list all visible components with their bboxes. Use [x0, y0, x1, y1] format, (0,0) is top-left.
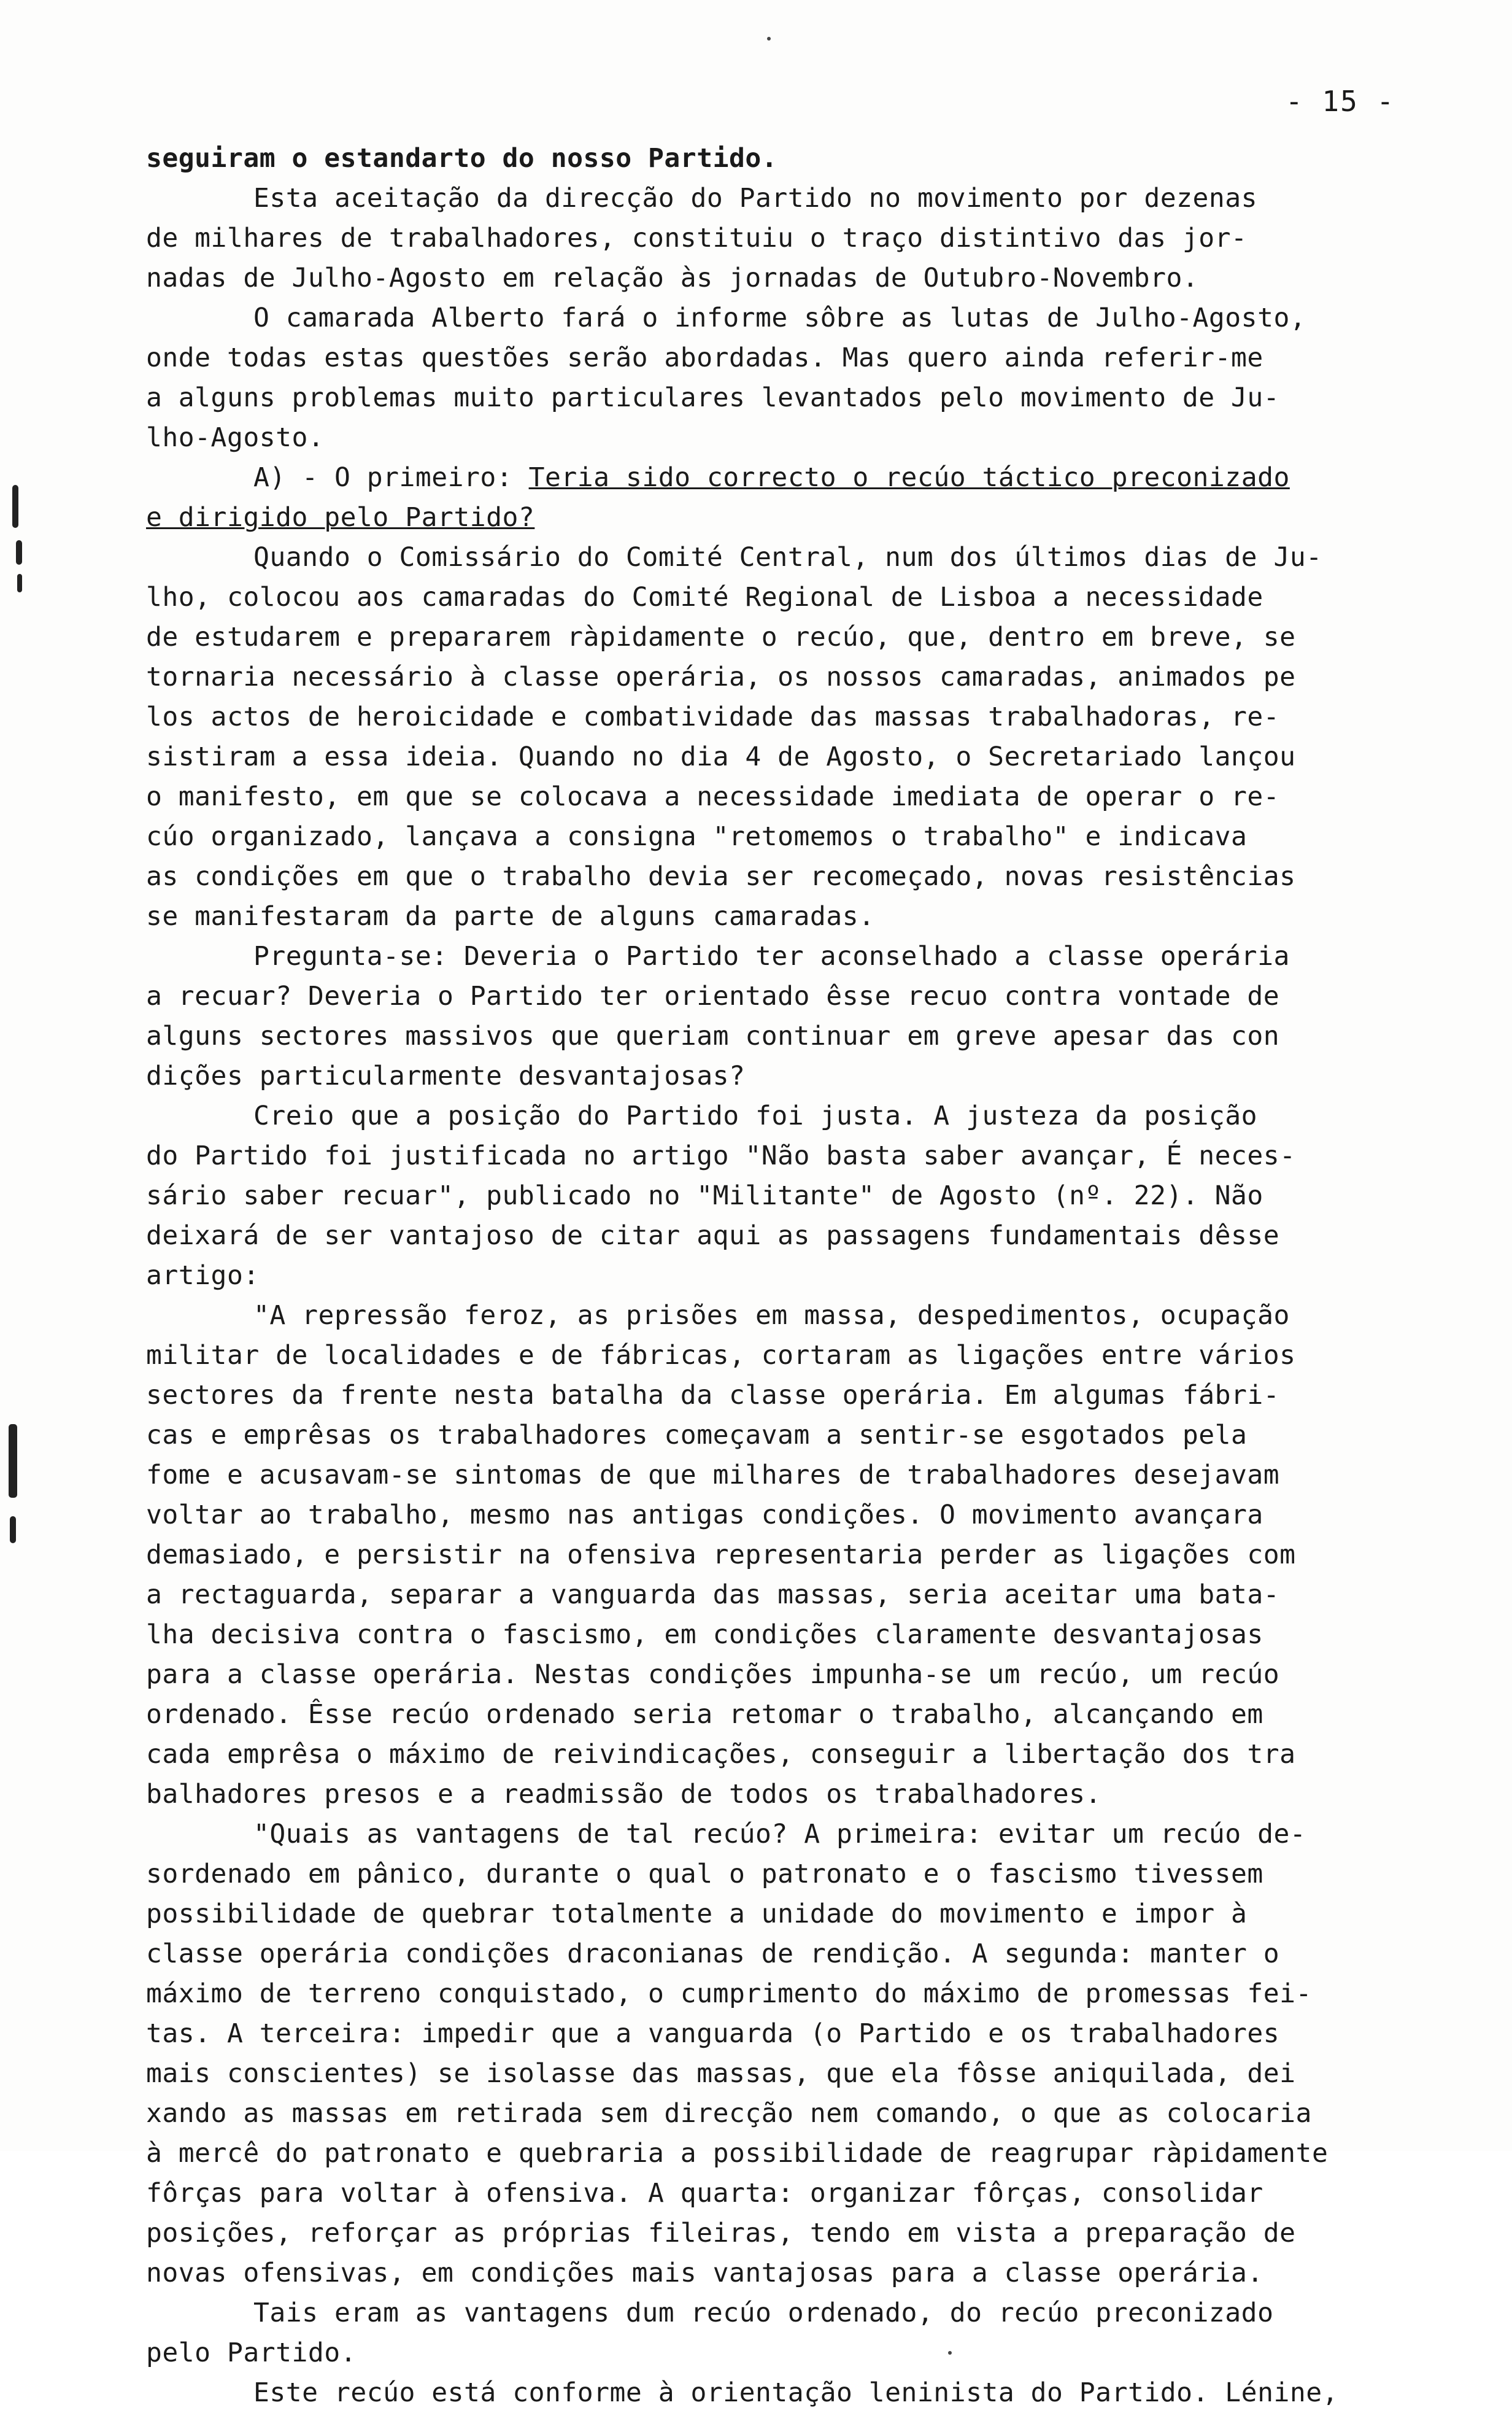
- text-line-content: nadas de Julho-Agosto em relação às jornadas de Outubro-Novembro.: [146, 263, 1199, 293]
- text-line-content: "Quais as vantagens de tal recúo? A primeira: evitar um recúo de-: [253, 1819, 1306, 1849]
- text-line: [146, 1854, 1465, 1894]
- margin-ink-mark: [9, 1424, 17, 1498]
- text-line-content: alguns sectores massivos que queriam continuar em greve apesar das con: [146, 1021, 1280, 1052]
- text-line-content: ordenado. Êsse recúo ordenado seria retomar o trabalho, alcançando em: [146, 1699, 1263, 1730]
- text-line-content: tas. A terceira: impedir que a vanguarda (o Partido e os trabalhadores: [146, 2018, 1280, 2049]
- text-line-content: pelo Partido.: [146, 2337, 357, 2368]
- text-line-content: a recuar? Deveria o Partido ter orientado êsse recuo contra vontade de: [146, 981, 1280, 1012]
- text-line: [146, 618, 1465, 657]
- text-line-content: cúo organizado, lançava a consigna "retomemos o trabalho" e indicava: [146, 821, 1248, 852]
- text-line: [146, 937, 1465, 977]
- text-line: [146, 1455, 1465, 1495]
- text-line-content: lho, colocou aos camaradas do Comité Regional de Lisboa a necessidade: [146, 582, 1263, 613]
- text-line: [146, 2134, 1465, 2174]
- text-line: [146, 1894, 1465, 1934]
- text-line-content: dições particularmente desvantajosas?: [146, 1061, 746, 1091]
- text-line: [146, 498, 1465, 538]
- text-line: [146, 418, 1465, 458]
- text-line-content: classe operária condições draconianas de rendição. A segunda: manter o: [146, 1939, 1280, 1969]
- text-line: [146, 538, 1465, 578]
- text-line-content: Este recúo está conforme à orientação leninista do Partido. Lénine,: [253, 2377, 1339, 2408]
- text-line-content: balhadores presos e a readmissão de todos os trabalhadores.: [146, 1779, 1101, 1810]
- text-line: [146, 219, 1465, 258]
- text-line-content: cas e emprêsas os trabalhadores começavam a sentir-se esgotados pela: [146, 1420, 1248, 1451]
- text-line: [146, 1495, 1465, 1535]
- text-line: [146, 2293, 1465, 2333]
- text-line: [146, 1655, 1465, 1695]
- text-line: [146, 338, 1465, 378]
- text-line-content: máximo de terreno conquistado, o cumprimento do máximo de promessas fei-: [146, 1978, 1312, 2009]
- text-line: [146, 458, 1465, 498]
- underlined-question: e dirigido pelo Partido?: [146, 502, 535, 533]
- text-line: [146, 2094, 1465, 2134]
- text-line: [146, 2054, 1465, 2094]
- text-line-content: Pregunta-se: Deveria o Partido ter aconselhado a classe operária: [253, 941, 1290, 972]
- text-line-content: o manifesto, em que se colocava a necessidade imediata de operar o re-: [146, 781, 1280, 812]
- text-line: [146, 737, 1465, 777]
- text-line-content: novas ofensivas, em condições mais vantajosas para a classe operária.: [146, 2258, 1263, 2288]
- text-line: [146, 2214, 1465, 2253]
- text-line: [146, 1695, 1465, 1735]
- text-line-content: militar de localidades e de fábricas, cortaram as ligações entre vários: [146, 1340, 1296, 1371]
- text-line: [146, 258, 1465, 298]
- text-line: [146, 1575, 1465, 1615]
- text-line: [146, 2373, 1465, 2413]
- text-line: [146, 1535, 1465, 1575]
- text-line-content: mais conscientes) se isolasse das massas, que ela fôsse aniquilada, dei: [146, 2058, 1296, 2089]
- text-line: [146, 1136, 1465, 1176]
- text-line: [146, 977, 1465, 1017]
- text-line-content: possibilidade de quebrar totalmente a unidade do movimento e impor à: [146, 1899, 1248, 1929]
- text-line-content: xando as massas em retirada sem direcção nem comando, o que as colocaria: [146, 2098, 1312, 2129]
- underlined-question: Teria sido correcto o recúo táctico preconizado: [528, 462, 1290, 493]
- margin-ink-mark: [10, 1516, 16, 1543]
- text-line-content: "A repressão feroz, as prisões em massa, despedimentos, ocupação: [253, 1300, 1290, 1331]
- text-line-content: deixará de ser vantajoso de citar aqui as passagens fundamentais dêsse: [146, 1220, 1280, 1251]
- text-line-content: Esta aceitação da direcção do Partido no movimento por dezenas: [253, 183, 1258, 214]
- text-line: [146, 2333, 1465, 2373]
- text-line-content: de milhares de trabalhadores, constituiu o traço distintivo das jor-: [146, 223, 1248, 254]
- text-line: [146, 817, 1465, 857]
- text-line-content: voltar ao trabalho, mesmo nas antigas condições. O movimento avançara: [146, 1500, 1263, 1530]
- text-line: [146, 298, 1465, 338]
- text-line: [146, 777, 1465, 817]
- text-line: [146, 1615, 1465, 1655]
- text-line: [146, 1216, 1465, 1256]
- text-line: [146, 1815, 1465, 1854]
- text-line-content: as condições em que o trabalho devia ser recomeçado, novas resistências: [146, 861, 1296, 892]
- body-text: [146, 139, 1465, 2413]
- text-line: [146, 1376, 1465, 1416]
- text-line: [146, 657, 1465, 697]
- text-line-content: Creio que a posição do Partido foi justa. A justeza da posição: [253, 1101, 1258, 1131]
- text-line: [146, 1096, 1465, 1136]
- text-line-content: los actos de heroicidade e combatividade das massas trabalhadoras, re-: [146, 702, 1280, 732]
- text-line: [146, 1934, 1465, 1974]
- text-line: [146, 1775, 1465, 1815]
- text-line: [146, 1735, 1465, 1775]
- text-line-content: sectores da frente nesta batalha da classe operária. Em algumas fábri-: [146, 1380, 1280, 1411]
- text-line-content: lha decisiva contra o fascismo, em condições claramente desvantajosas: [146, 1619, 1263, 1650]
- text-line: [146, 697, 1465, 737]
- text-line: [146, 2014, 1465, 2054]
- text-line-content: sistiram a essa ideia. Quando no dia 4 de Agosto, o Secretariado lançou: [146, 742, 1296, 772]
- text-line: [146, 897, 1465, 937]
- text-line-content: fome e acusavam-se sintomas de que milhares de trabalhadores desejavam: [146, 1460, 1280, 1490]
- margin-ink-mark: [16, 540, 22, 565]
- text-line-content: do Partido foi justificada no artigo "Não basta saber avançar, É neces-: [146, 1141, 1296, 1171]
- text-line-content: sordenado em pânico, durante o qual o patronato e o fascismo tivessem: [146, 1859, 1263, 1889]
- text-line: [146, 378, 1465, 418]
- text-line-content: sário saber recuar", publicado no "Militante" de Agosto (nº. 22). Não: [146, 1180, 1263, 1211]
- text-line-content: lho-Agosto.: [146, 422, 325, 453]
- text-line: [146, 1416, 1465, 1455]
- text-line-content: de estudarem e prepararem ràpidamente o recúo, que, dentro em breve, se: [146, 622, 1296, 653]
- scan-speck: [767, 37, 771, 41]
- text-line-content: seguiram o estandarto do nosso Partido.: [146, 143, 778, 174]
- text-line: [146, 1056, 1465, 1096]
- text-line: [146, 1336, 1465, 1376]
- text-line-content: A) - O primeiro:: [253, 462, 529, 493]
- text-line: [146, 1296, 1465, 1336]
- text-line-content: demasiado, e persistir na ofensiva representaria perder as ligações com: [146, 1540, 1296, 1570]
- text-line: [146, 179, 1465, 219]
- text-line: [146, 2174, 1465, 2214]
- text-line: [146, 2253, 1465, 2293]
- text-line-content: posições, reforçar as próprias fileiras, tendo em vista a preparação de: [146, 2218, 1296, 2248]
- text-line-content: Tais eram as vantagens dum recúo ordenado, do recúo preconizado: [253, 2298, 1274, 2328]
- text-line: [146, 139, 1465, 179]
- text-line: [146, 1256, 1465, 1296]
- text-line-content: onde todas estas questões serão abordadas. Mas quero ainda referir-me: [146, 343, 1263, 373]
- text-line: [146, 857, 1465, 897]
- text-line-content: artigo:: [146, 1260, 260, 1291]
- text-line: [146, 1176, 1465, 1216]
- text-line-content: O camarada Alberto fará o informe sôbre as lutas de Julho-Agosto,: [253, 303, 1306, 333]
- text-line-content: a rectaguarda, separar a vanguarda das massas, seria aceitar uma bata-: [146, 1579, 1280, 1610]
- text-line-content: Quando o Comissário do Comité Central, num dos últimos dias de Ju-: [253, 542, 1322, 573]
- text-line-content: a alguns problemas muito particulares levantados pelo movimento de Ju-: [146, 382, 1280, 413]
- text-line-content: tornaria necessário à classe operária, os nossos camaradas, animados pe: [146, 662, 1296, 692]
- text-line: [146, 578, 1465, 618]
- text-line-content: para a classe operária. Nestas condições impunha-se um recúo, um recúo: [146, 1659, 1280, 1690]
- text-line-content: cada emprêsa o máximo de reivindicações, conseguir a libertação dos tra: [146, 1739, 1296, 1770]
- text-line: [146, 1017, 1465, 1056]
- text-line-content: se manifestaram da parte de alguns camaradas.: [146, 901, 875, 932]
- text-line-content: à mercê do patronato e quebraria a possibilidade de reagrupar ràpidamente: [146, 2138, 1329, 2169]
- text-line: [146, 1974, 1465, 2014]
- margin-ink-mark: [12, 485, 18, 528]
- margin-ink-mark: [17, 574, 22, 592]
- page-number: - 15 -: [1286, 85, 1395, 118]
- text-line-content: fôrças para voltar à ofensiva. A quarta: organizar fôrças, consolidar: [146, 2178, 1263, 2209]
